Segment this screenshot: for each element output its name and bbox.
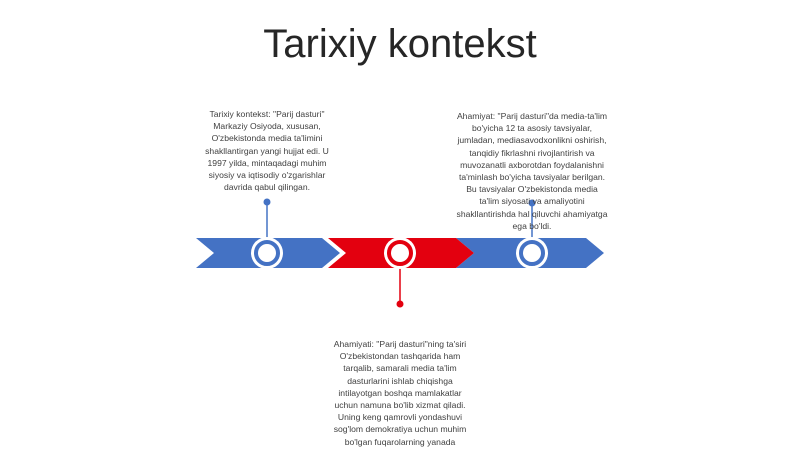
callout-importance: Ahamiyati: "Parij dasturi"ning ta'siri O'zbekistondan tashqarida ham tarqalib, samarali media ta'lim dasturlarini ishlab chiqishga intilayotgan boshqa mamlakatlar uchun namuna bo'lib xizmat qiladi. Uning keng qamrovli yondashuvi sog'lom demokratiya uchun muhim bo'lgan fuqarolarning yanada xyxy=(333,339,467,447)
callout-significance: Ahamiyat: "Parij dasturi"da media-ta'lim bo'yicha 12 ta asosiy tavsiyalar, jumladan, mediasavodxonlikni oshirish, tanqidiy fikrlashni rivojlantirish va muvozanatli axborotdan foydalanishni ta'minlash bo'yicha tavsiyalar berilgan. Bu tavsiyalar O'zbekistonda media ta'lim siyosati va amaliyotini shakllantirishda hal qiluvchi ahamiyatga ega bo'ldi. xyxy=(456,111,608,231)
slide-title: Tarixiy kontekst xyxy=(263,22,537,66)
callout-historical-context: Tarixiy kontekst: "Parij dasturi" Markaziy Osiyoda, xususan, O'zbekistonda media ta'limini shakllantirgan yangi hujjat edi. U 1997 yilda, mintaqadagi muhim siyosiy va iqtisodiy o'zgarishlar davrida qabul qilingan. xyxy=(205,109,329,193)
connector-dot-2 xyxy=(397,301,404,308)
